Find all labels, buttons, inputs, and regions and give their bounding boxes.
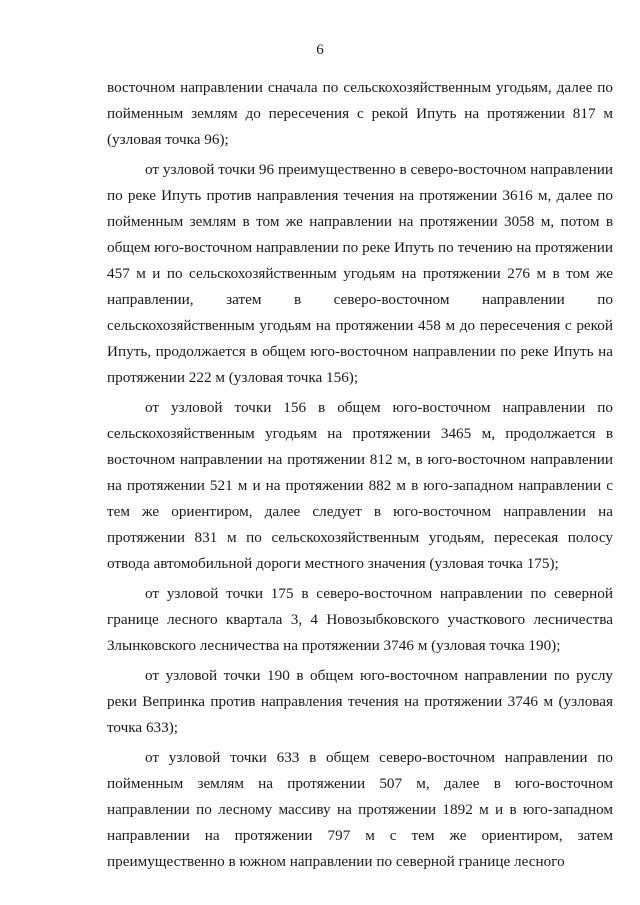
paragraph-3: от узловой точки 156 в общем юго-восточном направлении по сельскохозяйственным угодьям на протяжении 3465 м, продолжается в восточном направлении на протяжении 812 м, в юго-восточном направлении на протяжении 521 м и на протяжении 882 м в юго-западном направлении с тем же ориентиром, далее следует в юго-восточном направлении на протяжении 831 м по сельскохозяйственным угодьям, пересекая полосу отвода автомобильной дороги местного значения (узловая точка 175); xyxy=(107,399,613,572)
paragraph-4: от узловой точки 175 в северо-восточном направлении по северной границе лесного квартала 3, 4 Новозыбковского участкового лесничества Злынковского лесничества на протяжении 3746 м (узловая точка 190); xyxy=(107,585,613,654)
paragraph-1: восточном направлении сначала по сельскохозяйственным угодьям, далее по пойменным землям до пересечения с рекой Ипуть на протяжении 817 м (узловая точка 96); xyxy=(107,79,613,148)
document-body xyxy=(107,75,613,879)
paragraph-2: от узловой точки 96 преимущественно в северо-восточном направлении по реке Ипуть против направления течения на протяжении 3616 м, далее по пойменным землям в том же направлении на протяжении 3058 м, потом в общем юго-восточном направлении по реке Ипуть по течению на протяжении 457 м и по сельскохозяйственным угодьям на протяжении 276 м в том же направлении, затем в северо-восточном направлении по сельскохозяйственным угодьям на протяжении 458 м до пересечения с рекой Ипуть, продолжается в общем юго-восточном направлении по реке Ипуть на протяжении 222 м (узловая точка 156); xyxy=(107,161,613,386)
page-number: 6 xyxy=(316,42,324,58)
paragraph-5: от узловой точки 190 в общем юго-восточном направлении по руслу реки Вепринка против направления течения на протяжении 3746 м (узловая точка 633); xyxy=(107,667,613,736)
paragraph-6: от узловой точки 633 в общем северо-восточном направлении по пойменным землям на протяжении 507 м, далее в юго-восточном направлении по лесному массиву на протяжении 1892 м и в юго-западном направлении на протяжении 797 м с тем же ориентиром, затем преимущественно в южном направлении по северной границе лесного xyxy=(107,749,613,870)
